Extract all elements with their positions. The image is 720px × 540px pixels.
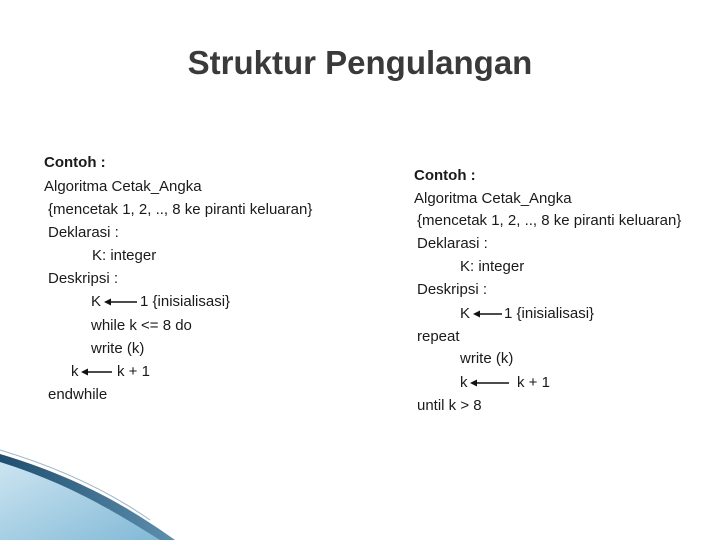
right-inc-arrow-icon	[469, 375, 511, 391]
left-deklarasi-label: Deklarasi :	[48, 224, 119, 241]
left-contoh-label: Contoh :	[44, 154, 106, 171]
right-inc-expression: k + 1	[517, 374, 550, 391]
right-inc-variable: k	[460, 374, 468, 391]
left-inc-arrow-icon	[80, 364, 114, 380]
left-algorithm-name: Algoritma Cetak_Angka	[44, 178, 202, 195]
left-inc-expression: k + 1	[117, 363, 150, 380]
right-algorithm-name: Algoritma Cetak_Angka	[414, 190, 572, 207]
right-contoh-label: Contoh :	[414, 167, 476, 184]
right-init-variable: K	[460, 305, 471, 322]
page-title: Struktur Pengulangan	[187, 44, 533, 81]
right-assign-arrow-icon	[472, 306, 504, 322]
right-k-integer: K: integer	[460, 258, 525, 275]
right-deklarasi-label: Deklarasi :	[417, 235, 488, 252]
left-init-value: 1 {inisialisasi}	[140, 293, 231, 310]
right-write-statement: write (k)	[460, 350, 514, 367]
right-until-statement: until k > 8	[417, 397, 482, 414]
corner-decoration	[0, 440, 720, 540]
left-k-integer: K: integer	[92, 247, 157, 264]
left-deskripsi-label: Deskripsi :	[48, 270, 119, 287]
left-comment: {mencetak 1, 2, .., 8 ke piranti keluaran}	[48, 201, 313, 218]
left-init-variable: K	[91, 293, 102, 310]
right-repeat-statement: repeat	[417, 328, 460, 345]
right-init-value: 1 {inisialisasi}	[504, 305, 595, 322]
right-deskripsi-label: Deskripsi :	[417, 281, 488, 298]
left-while-statement: while k <= 8 do	[91, 317, 192, 334]
left-assign-arrow-icon	[103, 294, 139, 310]
left-write-statement: write (k)	[91, 340, 145, 357]
left-endwhile: endwhile	[48, 386, 108, 403]
right-comment: {mencetak 1, 2, .., 8 ke piranti keluaran}	[417, 212, 682, 229]
left-inc-variable: k	[71, 363, 79, 380]
